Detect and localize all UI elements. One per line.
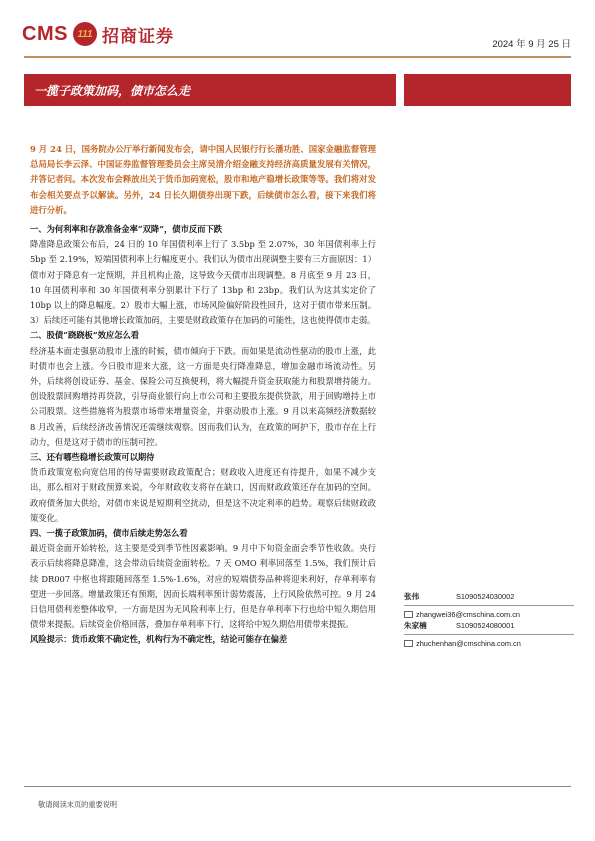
footer-divider [24,786,571,787]
report-title: 一揽子政策加码，债市怎么走 [34,84,191,98]
section-heading-2: 二、股债“跷跷板”效应怎么看 [30,330,140,341]
analyst-row [404,620,574,632]
analyst-cert: S1090524080001 [456,621,515,630]
analyst-cert: S1090524030002 [456,592,515,601]
analyst-email[interactable]: zhangwei36@cmschina.com.cn [416,609,521,619]
analyst-row [404,591,574,603]
section-text-4: 最近资金面开始转松，这主要是受到季节性因素影响。9 月中下旬资金面会季节性收敛。央行表示后续将降息降准，这会带动后续资金面转松。7 天 OMO 利率回落至 1.5%，我们预计后续 DR007 中枢也将跟随回落至 1.5%-1.6%，对应的短端债券品种将迎来利好，存单利率有望进一步回落。增量政策还有预期，因而长端利率预计弱势震荡，上行风险依然可控。9 月 24 日信用债利差整体收窄，一方面是因为无风险利率上行，但是存单利率下行也给中短久期信用债带来提振。后续资金价格回落，叠加存单利率下行，这将给中短久期信用债带来提振。 [30,543,376,630]
summary-paragraph: 9 月 24 日，国务院办公厅举行新闻发布会，请中国人民银行行长潘功胜、国家金融监督管理总局局长李云泽、中国证券监督管理委员会主席吴清介绍金融支持经济高质量发展有关情况，并答记者问。本次发布会释放出关于货币加码宽松，股市和地产稳增长政策等等。我们将对发布会相关要点予以解读。另外，24 日长久期债券出现下跌，后续债市怎么看，接下来我们将进行分析。 [30,144,376,215]
risk-warning: 风险提示：货币政策不确定性，机构行为不确定性，结论可能存在偏差 [30,634,288,645]
report-body [30,222,376,648]
logo-cn: 招商证券 [101,26,174,47]
analyst-divider [404,634,574,635]
analyst-email[interactable]: zhuchenhan@cmschina.com.cn [416,638,521,648]
analyst-email-row [404,638,574,650]
section-heading-4: 四、一揽子政策加码，债市后续走势怎么看 [30,528,188,539]
section-text-2: 经济基本面走强驱动股市上涨的时候，债市倾向于下跌。而如果是流动性驱动的股市上涨，此时债市也会上涨。今日股市迎来大涨，这一方面是央行降准降息，增加金融市场流动性。另外，后续将创设证券、基金、保险公司互换便利，将大幅提升资金获取能力和股票增持能力。创设股票回购增持再贷款，引导商业银行向上市公司和主要股东提供贷款，用于回购增持上市公司股票。这些措施将为股票市场带来增量资金，并驱动股市上涨。9 月以来高频经济数据较 8 月改善，后续经济改善情况还需继续观察。因而我们认为，在政策的呵护下，股市存在上行动力，但是这对于债市的压制可控。 [30,345,376,447]
logo-en: CMS [22,22,68,45]
analyst-divider [404,605,574,606]
section-text-3: 货币政策宽松向宽信用的传导需要财政政策配合；财政收入进度还有待提升，如果不减少支出，那么相对于财政预算来说，今年财政收支将存在缺口，因而财政政策还存在加码的空间。政府债务加大供给，对债市来说是短期利空扰动，但是这不决定利率的趋势。观察后续财政政策变化。 [30,467,376,523]
email-icon [404,611,413,618]
section-heading-3: 三、还有哪些稳增长政策可以期待 [30,452,155,463]
section-text-1: 降准降息政策公布后，24 日的 10 年国债利率上行了 3.5bp 至 2.07%，30 年国债利率上行 5bp 至 2.19%，短端国债利率上行幅度更小。我们认为债市出现调整主要有三方面原因：1）债市对于降息有一定预期，并且机构止盈，这导致今天债市出现调整。8 月底至 9 月 23 日，10 年国债利率和 30 年国债利率分别累计下行了 13bp 和 23bp。我们认为这其实定价了 10bp 以上的降息幅度。2）股市大幅上涨，市场风险偏好阶段性回升，这对于债市带来压制。3）后续还可能有其他增长政策加码，主要是财政政策存在加码的可能性，这也使得债市走弱。 [30,239,376,326]
company-logo [22,22,174,46]
analyst-name: 朱家楠 [404,621,427,630]
report-date: 2024 年 9 月 25 日 [492,39,571,50]
logo-mark-icon: 111 [73,22,97,46]
email-icon [404,640,413,647]
footer-note: 敬请阅读末页的重要说明 [38,800,118,809]
section-heading-1: 一、为何利率和存款准备金率“双降”，债市反而下跌 [30,224,223,234]
title-side-bar [404,74,571,106]
analyst-email-row [404,609,574,621]
analyst-panel [404,591,574,649]
analyst-name: 张伟 [404,592,420,601]
header-divider [24,56,571,58]
